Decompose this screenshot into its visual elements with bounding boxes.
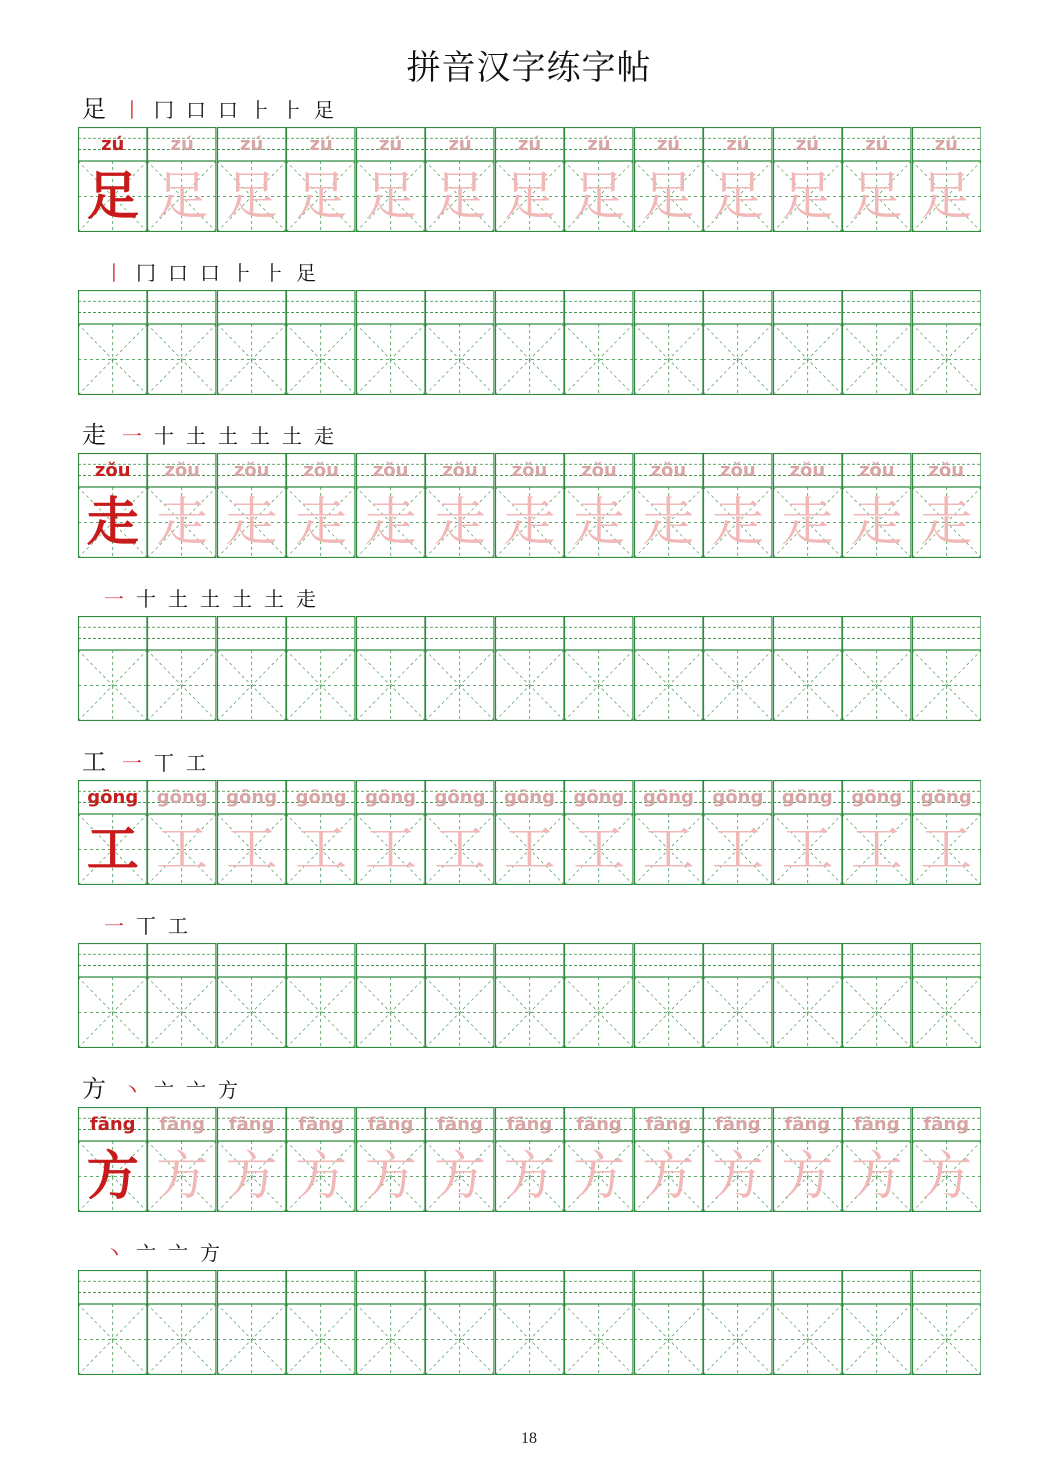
pinyin-model: zú xyxy=(101,134,125,155)
practice-cell[interactable] xyxy=(286,616,355,721)
stroke-step: 口 xyxy=(200,261,220,285)
pinyin-trace: zú xyxy=(309,134,333,155)
hanzi-trace: 走 xyxy=(920,493,973,553)
stroke-step: 一 xyxy=(104,914,124,938)
pinyin-trace: fāng xyxy=(367,1114,414,1135)
pinyin-trace: zǒu xyxy=(233,460,270,481)
hanzi-trace: 工 xyxy=(711,820,764,880)
practice-cell[interactable] xyxy=(634,1270,703,1375)
hanzi-trace: 足 xyxy=(711,167,764,227)
stroke-step: 工 xyxy=(186,751,206,775)
trace-cell[interactable] xyxy=(703,780,772,885)
trace-cell[interactable] xyxy=(703,127,772,232)
practice-cell[interactable] xyxy=(634,290,703,395)
trace-cell[interactable] xyxy=(912,453,981,558)
pinyin-trace: zǒu xyxy=(442,460,478,481)
page-title: 拼音汉字练字帖 xyxy=(406,48,652,88)
practice-cell[interactable] xyxy=(564,1270,633,1375)
model-cell xyxy=(78,453,147,558)
trace-cell[interactable] xyxy=(425,453,494,558)
pinyin-trace: zǒu xyxy=(789,460,826,481)
practice-cell[interactable] xyxy=(495,616,564,721)
stroke-order-row xyxy=(104,580,328,612)
pinyin-trace: zǒu xyxy=(858,460,895,481)
practice-cell[interactable] xyxy=(78,943,147,1048)
trace-cell[interactable] xyxy=(286,453,355,558)
stroke-order-row xyxy=(104,1234,232,1266)
stroke-step: 一 xyxy=(104,587,124,611)
practice-cell[interactable] xyxy=(425,290,494,395)
stroke-order-row xyxy=(104,907,200,939)
practice-cell[interactable] xyxy=(147,290,216,395)
pinyin-trace: gōng xyxy=(920,787,972,808)
practice-cell[interactable] xyxy=(78,290,147,395)
practice-cell[interactable] xyxy=(356,943,425,1048)
practice-cell[interactable] xyxy=(773,1270,842,1375)
stroke-step: ⺊ xyxy=(250,98,270,122)
stroke-step: 口 xyxy=(186,98,206,122)
practice-cell[interactable] xyxy=(564,290,633,395)
hanzi-trace: 足 xyxy=(642,167,695,227)
stroke-order-row xyxy=(82,91,346,123)
pinyin-trace: gōng xyxy=(851,787,903,808)
trace-cell[interactable] xyxy=(356,1107,425,1212)
stroke-step: 亠 xyxy=(154,1078,174,1102)
pinyin-trace: fāng xyxy=(715,1114,761,1135)
pinyin-trace: gōng xyxy=(434,787,486,808)
hanzi-trace: 足 xyxy=(295,167,348,227)
pinyin-trace: fāng xyxy=(645,1114,692,1135)
practice-cell[interactable] xyxy=(634,943,703,1048)
trace-cell[interactable] xyxy=(425,780,494,885)
trace-cell[interactable] xyxy=(842,127,911,232)
hanzi-model: 足 xyxy=(86,166,139,227)
practice-cell[interactable] xyxy=(147,1270,216,1375)
stroke-step: 冂 xyxy=(154,98,174,122)
pinyin-trace: zǒu xyxy=(372,460,409,481)
stroke-order-row xyxy=(104,254,328,286)
pinyin-trace: fāng xyxy=(298,1114,344,1135)
stroke-step: ⼟ xyxy=(218,424,238,448)
trace-cell[interactable] xyxy=(217,1107,286,1212)
model-cell xyxy=(78,1107,147,1212)
practice-cell[interactable] xyxy=(356,290,425,395)
pinyin-trace: fāng xyxy=(437,1114,483,1135)
stroke-step: 亠 xyxy=(186,1078,206,1102)
pinyin-trace: zú xyxy=(726,134,750,155)
tracing-grid xyxy=(78,780,981,885)
hanzi-trace: 工 xyxy=(920,820,973,880)
practice-cell[interactable] xyxy=(564,943,633,1048)
practice-cell[interactable] xyxy=(703,290,772,395)
tracing-grid xyxy=(78,1107,981,1212)
trace-cell[interactable] xyxy=(286,780,355,885)
trace-cell[interactable] xyxy=(842,1107,911,1212)
pinyin-trace: fāng xyxy=(853,1114,900,1135)
hanzi-trace: 工 xyxy=(850,820,903,880)
practice-cell[interactable] xyxy=(495,1270,564,1375)
pinyin-trace: zú xyxy=(795,134,819,155)
hanzi-trace: 工 xyxy=(781,820,834,880)
hanzi-trace: 走 xyxy=(781,493,834,553)
trace-cell[interactable] xyxy=(286,1107,355,1212)
hanzi-trace: 方 xyxy=(572,1147,625,1207)
character-label: 方 xyxy=(82,1075,106,1103)
hanzi-trace: 工 xyxy=(642,820,695,880)
pinyin-trace: zǒu xyxy=(164,460,201,481)
stroke-step: ⼟ xyxy=(264,587,284,611)
stroke-step: ⼟ xyxy=(200,587,220,611)
hanzi-trace: 方 xyxy=(434,1147,487,1207)
stroke-step: 足 xyxy=(296,261,316,285)
trace-cell[interactable] xyxy=(356,127,425,232)
practice-cell[interactable] xyxy=(912,616,981,721)
hanzi-trace: 足 xyxy=(364,167,417,227)
trace-cell[interactable] xyxy=(634,780,703,885)
practice-cell[interactable] xyxy=(78,1270,147,1375)
trace-cell[interactable] xyxy=(634,127,703,232)
pinyin-model: fāng xyxy=(89,1114,136,1135)
stroke-step: 一 xyxy=(122,424,142,448)
pinyin-trace: zú xyxy=(934,134,958,155)
practice-cell[interactable] xyxy=(634,616,703,721)
hanzi-trace: 工 xyxy=(156,820,209,880)
practice-cell[interactable] xyxy=(356,1270,425,1375)
stroke-step: 十 xyxy=(136,587,156,611)
stroke-step: ⺊ xyxy=(264,261,284,285)
pinyin-trace: zǒu xyxy=(511,460,548,481)
hanzi-trace: 方 xyxy=(711,1147,764,1207)
stroke-step: 亠 xyxy=(136,1241,156,1265)
stroke-step: 丶 xyxy=(122,1078,142,1102)
practice-cell[interactable] xyxy=(842,616,911,721)
practice-cell[interactable] xyxy=(217,616,286,721)
trace-cell[interactable] xyxy=(356,780,425,885)
stroke-step: 冂 xyxy=(136,261,156,285)
practice-grid xyxy=(78,616,981,721)
trace-cell[interactable] xyxy=(564,127,633,232)
practice-cell[interactable] xyxy=(147,616,216,721)
trace-cell[interactable] xyxy=(773,1107,842,1212)
practice-grid xyxy=(78,290,981,395)
model-cell xyxy=(78,127,147,232)
pinyin-trace: gōng xyxy=(295,787,347,808)
trace-cell[interactable] xyxy=(286,127,355,232)
practice-cell[interactable] xyxy=(425,1270,494,1375)
hanzi-trace: 方 xyxy=(850,1147,903,1207)
trace-cell[interactable] xyxy=(703,1107,772,1212)
practice-cell[interactable] xyxy=(286,1270,355,1375)
practice-cell[interactable] xyxy=(842,1270,911,1375)
stroke-order-row xyxy=(82,1071,250,1103)
stroke-step: 十 xyxy=(154,424,174,448)
stroke-step: 走 xyxy=(296,587,316,611)
pinyin-trace: zǒu xyxy=(581,460,617,481)
practice-cell[interactable] xyxy=(286,290,355,395)
stroke-step: 走 xyxy=(314,424,334,448)
hanzi-trace: 走 xyxy=(364,493,417,553)
pinyin-model: gōng xyxy=(87,787,139,808)
stroke-step: 一 xyxy=(122,751,142,775)
pinyin-trace: gōng xyxy=(781,787,833,808)
pinyin-trace: fāng xyxy=(228,1114,275,1135)
practice-cell[interactable] xyxy=(912,1270,981,1375)
trace-cell[interactable] xyxy=(773,780,842,885)
pinyin-trace: zǒu xyxy=(303,460,339,481)
trace-cell[interactable] xyxy=(147,127,216,232)
character-label: 工 xyxy=(82,748,106,776)
trace-cell[interactable] xyxy=(147,453,216,558)
practice-cell[interactable] xyxy=(703,616,772,721)
hanzi-trace: 走 xyxy=(572,493,625,553)
pinyin-trace: fāng xyxy=(159,1114,206,1135)
hanzi-trace: 方 xyxy=(503,1147,556,1207)
stroke-step: 方 xyxy=(218,1078,238,1102)
trace-cell[interactable] xyxy=(495,127,564,232)
stroke-order-row xyxy=(82,744,218,776)
tracing-grid xyxy=(78,453,981,558)
trace-cell[interactable] xyxy=(773,127,842,232)
practice-cell[interactable] xyxy=(78,616,147,721)
pinyin-trace: zú xyxy=(517,134,542,155)
pinyin-trace: gōng xyxy=(573,787,625,808)
practice-cell[interactable] xyxy=(286,943,355,1048)
pinyin-trace: zú xyxy=(448,134,472,155)
practice-cell[interactable] xyxy=(495,290,564,395)
trace-cell[interactable] xyxy=(217,127,286,232)
hanzi-trace: 方 xyxy=(225,1147,278,1207)
stroke-step: 亠 xyxy=(168,1241,188,1265)
trace-cell[interactable] xyxy=(564,780,633,885)
pinyin-model: zǒu xyxy=(94,460,131,481)
pinyin-trace: zǒu xyxy=(928,460,965,481)
hanzi-trace: 工 xyxy=(364,820,417,880)
stroke-step: ⺊ xyxy=(282,98,302,122)
trace-cell[interactable] xyxy=(495,780,564,885)
pinyin-trace: zú xyxy=(865,134,889,155)
practice-cell[interactable] xyxy=(356,616,425,721)
hanzi-trace: 工 xyxy=(225,820,278,880)
trace-cell[interactable] xyxy=(425,127,494,232)
pinyin-trace: zú xyxy=(656,134,681,155)
hanzi-trace: 工 xyxy=(295,820,348,880)
stroke-step: 土 xyxy=(168,587,188,611)
practice-cell[interactable] xyxy=(773,943,842,1048)
practice-cell[interactable] xyxy=(564,616,633,721)
pinyin-trace: gōng xyxy=(642,787,694,808)
practice-cell[interactable] xyxy=(912,943,981,1048)
stroke-step: 丨 xyxy=(122,98,142,122)
practice-cell[interactable] xyxy=(842,943,911,1048)
practice-cell[interactable] xyxy=(217,943,286,1048)
practice-cell[interactable] xyxy=(703,943,772,1048)
trace-cell[interactable] xyxy=(147,1107,216,1212)
trace-cell[interactable] xyxy=(564,453,633,558)
hanzi-trace: 足 xyxy=(434,167,487,227)
hanzi-trace: 足 xyxy=(503,167,556,227)
hanzi-trace: 足 xyxy=(225,167,278,227)
pinyin-trace: gōng xyxy=(504,787,555,808)
stroke-step: 土 xyxy=(186,424,206,448)
practice-cell[interactable] xyxy=(217,1270,286,1375)
hanzi-trace: 足 xyxy=(920,167,973,227)
page-number: 18 xyxy=(521,1430,537,1447)
pinyin-trace: gōng xyxy=(712,787,764,808)
hanzi-trace: 足 xyxy=(781,167,834,227)
pinyin-trace: zǒu xyxy=(650,460,687,481)
practice-cell[interactable] xyxy=(842,290,911,395)
stroke-step: ⼟ xyxy=(232,587,252,611)
hanzi-trace: 走 xyxy=(850,493,903,553)
pinyin-trace: zú xyxy=(378,134,403,155)
hanzi-trace: 走 xyxy=(503,493,556,553)
trace-cell[interactable] xyxy=(912,1107,981,1212)
hanzi-trace: 工 xyxy=(572,820,625,880)
hanzi-trace: 方 xyxy=(364,1147,417,1207)
stroke-step: 足 xyxy=(314,98,334,122)
hanzi-trace: 足 xyxy=(572,167,625,227)
trace-cell[interactable] xyxy=(425,1107,494,1212)
pinyin-trace: zú xyxy=(240,134,264,155)
trace-cell[interactable] xyxy=(912,780,981,885)
trace-cell[interactable] xyxy=(564,1107,633,1212)
stroke-step: 方 xyxy=(200,1241,220,1265)
stroke-step: 丅 xyxy=(154,751,174,775)
hanzi-trace: 方 xyxy=(781,1147,834,1207)
practice-grid xyxy=(78,943,981,1048)
trace-cell[interactable] xyxy=(634,453,703,558)
hanzi-trace: 足 xyxy=(850,167,903,227)
pinyin-trace: fāng xyxy=(576,1114,622,1135)
practice-cell[interactable] xyxy=(425,943,494,1048)
hanzi-trace: 走 xyxy=(225,493,278,553)
character-label: 足 xyxy=(82,95,106,123)
hanzi-model: 方 xyxy=(86,1146,139,1207)
stroke-step: 口 xyxy=(218,98,238,122)
trace-cell[interactable] xyxy=(634,1107,703,1212)
hanzi-trace: 走 xyxy=(642,493,695,553)
pinyin-trace: zǒu xyxy=(720,460,756,481)
practice-grid xyxy=(78,1270,981,1375)
trace-cell[interactable] xyxy=(147,780,216,885)
hanzi-trace: 走 xyxy=(711,493,764,553)
practice-cell[interactable] xyxy=(217,290,286,395)
practice-cell[interactable] xyxy=(147,943,216,1048)
pinyin-trace: zú xyxy=(170,134,194,155)
hanzi-trace: 方 xyxy=(295,1147,348,1207)
hanzi-trace: 方 xyxy=(920,1147,973,1207)
pinyin-trace: fāng xyxy=(923,1114,970,1135)
pinyin-trace: fāng xyxy=(784,1114,831,1135)
hanzi-trace: 走 xyxy=(295,493,348,553)
hanzi-trace: 走 xyxy=(156,493,209,553)
stroke-step: ⺊ xyxy=(232,261,252,285)
trace-cell[interactable] xyxy=(842,780,911,885)
trace-cell[interactable] xyxy=(773,453,842,558)
stroke-step: 工 xyxy=(168,914,188,938)
hanzi-model: 走 xyxy=(86,492,139,553)
hanzi-trace: 工 xyxy=(503,820,556,880)
pinyin-trace: gōng xyxy=(226,787,278,808)
hanzi-trace: 走 xyxy=(434,493,487,553)
practice-cell[interactable] xyxy=(773,290,842,395)
pinyin-trace: gōng xyxy=(365,787,417,808)
trace-cell[interactable] xyxy=(495,453,564,558)
hanzi-trace: 足 xyxy=(156,167,209,227)
trace-cell[interactable] xyxy=(217,453,286,558)
practice-cell[interactable] xyxy=(912,290,981,395)
hanzi-trace: 方 xyxy=(156,1147,209,1207)
stroke-step: 口 xyxy=(168,261,188,285)
trace-cell[interactable] xyxy=(356,453,425,558)
hanzi-model: 工 xyxy=(86,819,139,880)
practice-cell[interactable] xyxy=(425,616,494,721)
stroke-step: 丅 xyxy=(136,914,156,938)
stroke-step: 丨 xyxy=(104,261,124,285)
stroke-step: ⼟ xyxy=(250,424,270,448)
stroke-step: 丶 xyxy=(104,1241,124,1265)
hanzi-trace: 工 xyxy=(434,820,487,880)
trace-cell[interactable] xyxy=(495,1107,564,1212)
trace-cell[interactable] xyxy=(703,453,772,558)
pinyin-trace: gōng xyxy=(156,787,208,808)
tracing-grid xyxy=(78,127,981,232)
stroke-step: ⼟ xyxy=(282,424,302,448)
pinyin-trace: zú xyxy=(587,134,611,155)
character-label: 走 xyxy=(82,421,106,449)
hanzi-trace: 方 xyxy=(642,1147,695,1207)
trace-cell[interactable] xyxy=(912,127,981,232)
practice-cell[interactable] xyxy=(495,943,564,1048)
stroke-order-row xyxy=(82,417,346,449)
trace-cell[interactable] xyxy=(217,780,286,885)
practice-cell[interactable] xyxy=(773,616,842,721)
model-cell xyxy=(78,780,147,885)
pinyin-trace: fāng xyxy=(506,1114,553,1135)
practice-cell[interactable] xyxy=(703,1270,772,1375)
trace-cell[interactable] xyxy=(842,453,911,558)
